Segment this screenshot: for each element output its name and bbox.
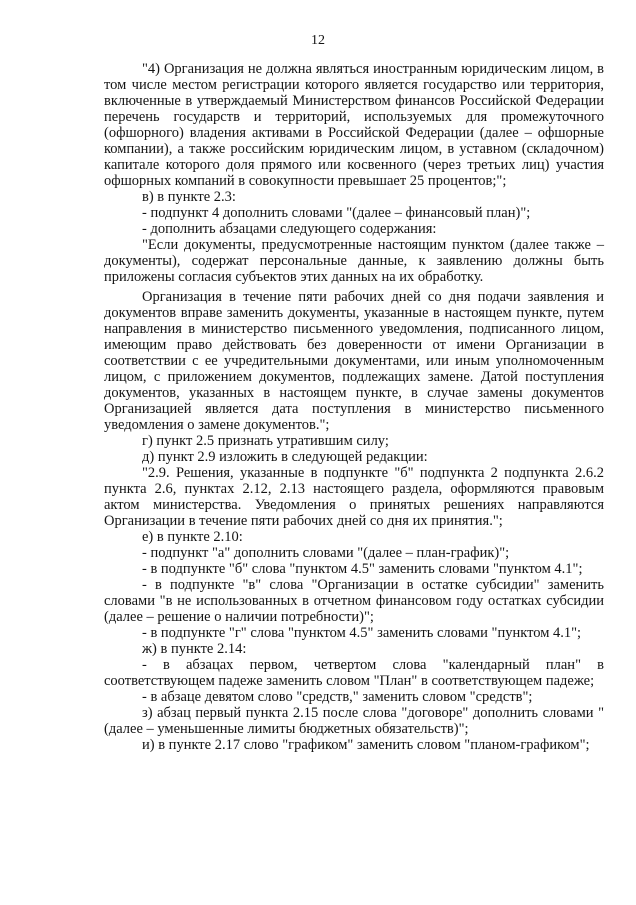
paragraph-offshore-requirement: "4) Организация не должна являться иностранным юридическим лицом, в том числе местом регистрации которого является государство или территория, включенные в утверждаемый Министерством финансов Российской Федерации перечень государств и территорий, используемых для промежуточного (офшорного) владения активами в Российской Федерации (далее – офшорные компании), а также российским юридическим лицом, в уставном (складочном) капитале которого доля прямого или косвенного (через третьих лиц) участия офшорных компаний в совокупности превышает 25 процентов;"; (104, 61, 604, 189)
paragraph-subitem-b: - в подпункте "б" слова "пунктом 4.5" заменить словами "пунктом 4.1"; (142, 561, 583, 577)
paragraph-subitem-a: - подпункт "а" дополнить словами "(далее – план-график)"; (142, 545, 510, 561)
paragraph-document-replacement: Организация в течение пяти рабочих дней со дня подачи заявления и документов вправе заменить документы, указанные в настоящем пункте, путем направления в министерство письменного уведомления, подписанного лицом, имеющим право действовать без доверенности от имени Организации в соответствии с ее учредительными документами, или иным уполномоченным лицом, с приложением документов, подлежащих замене. Датой поступления документов, указанных в настоящем пункте, в случае замены документов Организацией является дата поступления в министерство письменного уведомления о замене документов."; (104, 289, 604, 433)
paragraph-add-clauses: - дополнить абзацами следующего содержания: (142, 221, 437, 237)
paragraph-subitem-g: - в подпункте "г" слова "пунктом 4.5" заменить словами "пунктом 4.1"; (142, 625, 582, 641)
paragraph-ninth-clause: - в абзаце девятом слово "средств," заменить словом "средств"; (142, 689, 533, 705)
paragraph-item-z: з) абзац первый пункта 2.15 после слова "договоре" дополнить словами "(далее – уменьшенные лимиты бюджетных обязательств)"; (104, 705, 604, 737)
paragraph-item-g: г) пункт 2.5 признать утратившим силу; (142, 433, 389, 449)
page-number: 12 (311, 33, 325, 48)
paragraph-item-d: д) пункт 2.9 изложить в следующей редакции: (142, 449, 428, 465)
paragraph-clause-2-9: "2.9. Решения, указанные в подпункте "б" подпункта 2 подпункта 2.6.2 пункта 2.6, пунктах 2.12, 2.13 настоящего раздела, оформляются правовым актом министерства. Уведомления о принятых решениях направляются Организации в течение пяти рабочих дней со дня их принятия."; (104, 465, 604, 529)
paragraph-subitem-4: - подпункт 4 дополнить словами "(далее – финансовый план)"; (142, 205, 531, 221)
paragraph-subitem-v: - в подпункте "в" слова "Организации в остатке субсидии" заменить словами "в не использованных в отчетном финансовом году остатках субсидии (далее – решение о наличии потребности)"; (104, 577, 604, 625)
paragraph-personal-data: "Если документы, предусмотренные настоящим пунктом (далее также – документы), содержат персональные данные, к заявлению должны быть приложены согласия субъектов этих данных на их обработку. (104, 237, 604, 285)
paragraph-item-i: и) в пункте 2.17 слово "графиком" заменить словом "планом-графиком"; (142, 737, 590, 753)
document-body (104, 61, 604, 753)
paragraph-item-e: е) в пункте 2.10: (142, 529, 243, 545)
paragraph-item-zh: ж) в пункте 2.14: (142, 641, 247, 657)
paragraph-calendar-plan: - в абзацах первом, четвертом слова "календарный план" в соответствующем падеже заменить словом "План" в соответствующем падеже; (104, 657, 604, 689)
paragraph-item-v: в) в пункте 2.3: (142, 189, 236, 205)
